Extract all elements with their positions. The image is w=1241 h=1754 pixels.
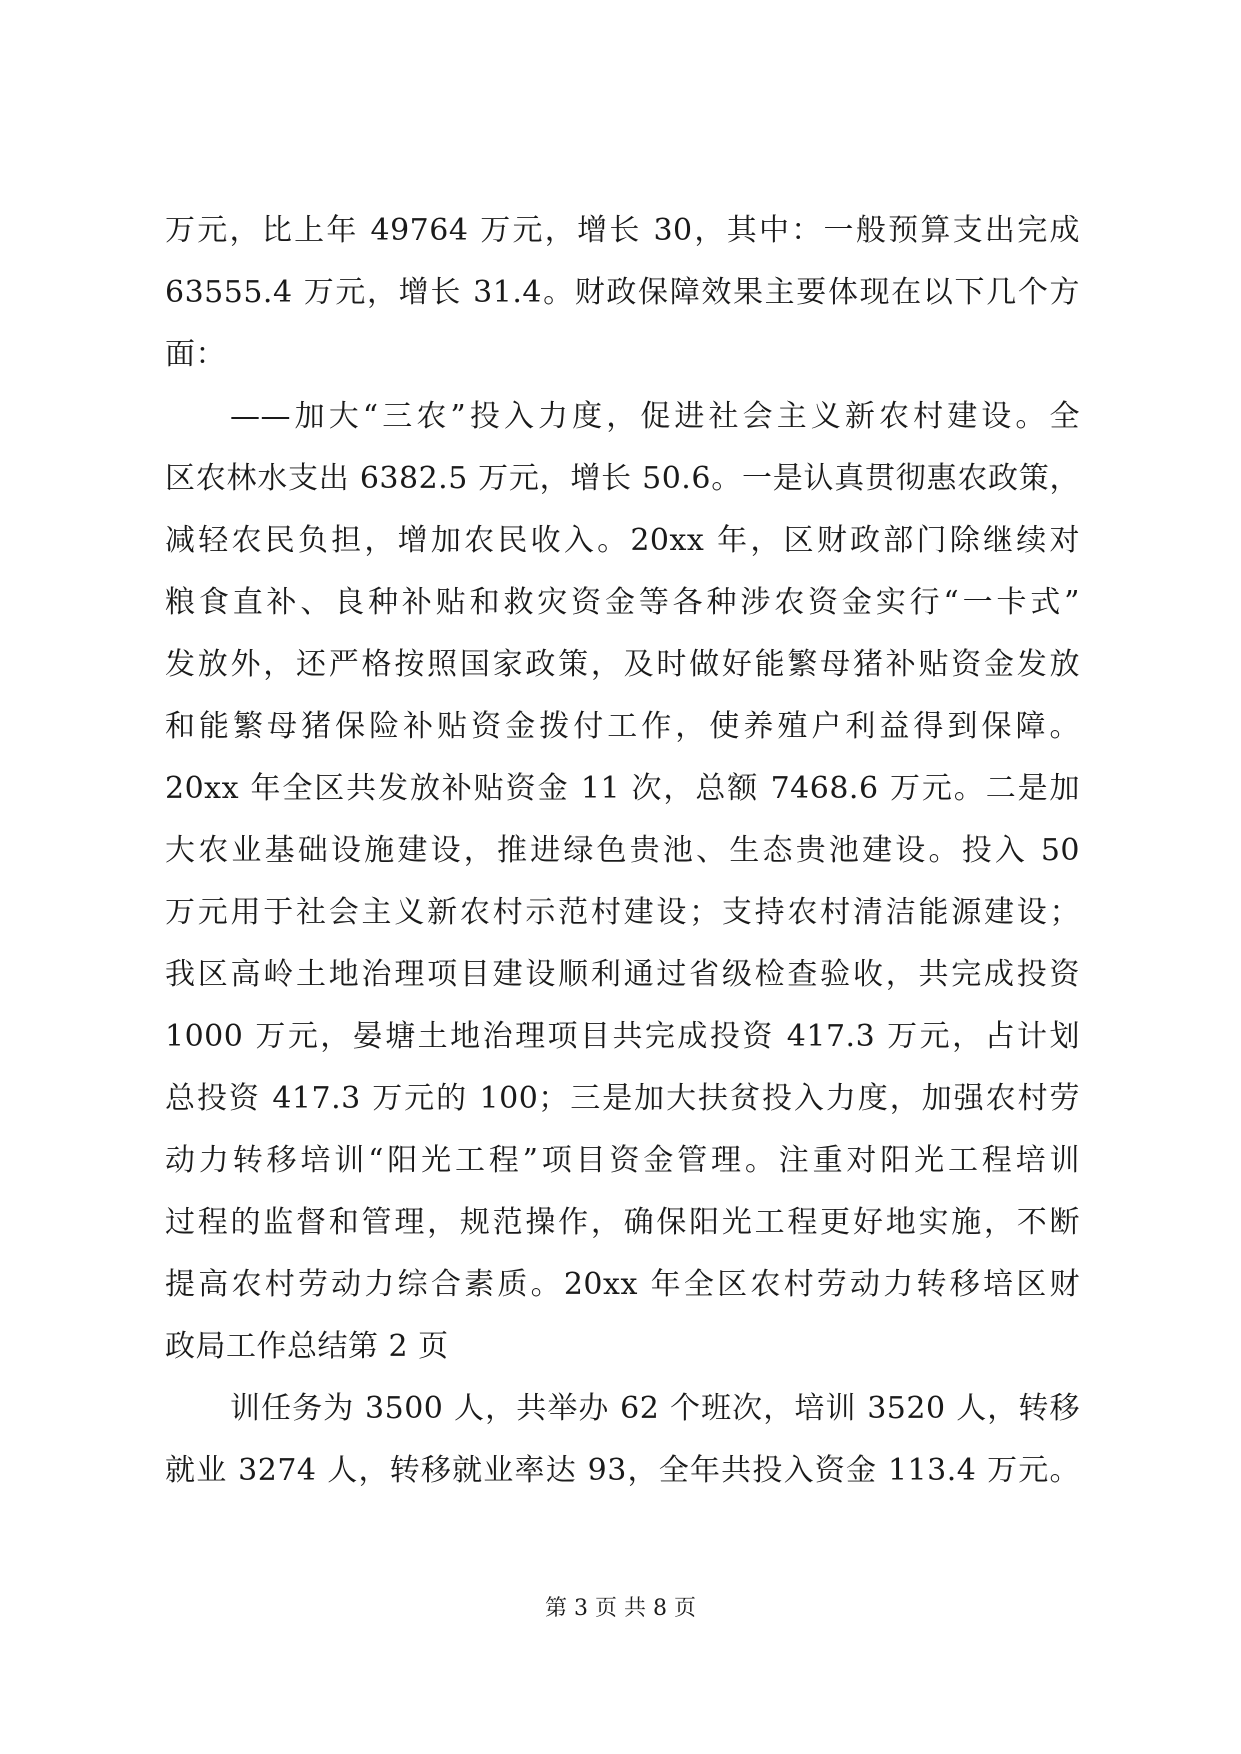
text-line: 万元，比上年 49764 万元，增长 30，其中：一般预算支出完成 — [165, 213, 1080, 248]
text-line: ——加大“三农”投入力度，促进社会主义新农村建设。全 — [230, 399, 1080, 434]
text-line: 万元用于社会主义新农村示范村建设；支持农村清洁能源建设； — [165, 895, 1080, 930]
text-line: 区农林水支出 6382.5 万元，增长 50.6。一是认真贯彻惠农政策， — [165, 461, 1080, 496]
text-line: 和能繁母猪保险补贴资金拨付工作，使养殖户利益得到保障。 — [165, 709, 1080, 744]
text-line: 63555.4 万元，增长 31.4。财政保障效果主要体现在以下几个方 — [165, 275, 1080, 310]
body-text — [165, 200, 1080, 1502]
text-line: 减轻农民负担，增加农民收入。20xx 年，区财政部门除继续对 — [165, 523, 1080, 558]
text-line: 政局工作总结第 2 页 — [165, 1329, 449, 1364]
text-line: 提高农村劳动力综合素质。20xx 年全区农村劳动力转移培区财 — [165, 1267, 1080, 1302]
text-line: 粮食直补、良种补贴和救灾资金等各种涉农资金实行“一卡式” — [165, 585, 1080, 620]
text-line: 1000 万元，晏塘土地治理项目共完成投资 417.3 万元，占计划 — [165, 1019, 1080, 1054]
text-line: 20xx 年全区共发放补贴资金 11 次，总额 7468.6 万元。二是加 — [165, 771, 1080, 806]
page-number-footer: 第 3 页 共 8 页 — [545, 1596, 696, 1621]
text-line: 面： — [165, 337, 226, 372]
text-line: 我区高岭土地治理项目建设顺利通过省级检查验收，共完成投资 — [165, 957, 1080, 992]
text-line: 动力转移培训“阳光工程”项目资金管理。注重对阳光工程培训 — [165, 1143, 1080, 1178]
text-line: 过程的监督和管理，规范操作，确保阳光工程更好地实施，不断 — [165, 1205, 1080, 1240]
text-line: 就业 3274 人，转移就业率达 93，全年共投入资金 113.4 万元。 — [165, 1453, 1080, 1488]
text-line: 总投资 417.3 万元的 100；三是加大扶贫投入力度，加强农村劳 — [165, 1081, 1080, 1116]
text-line: 训任务为 3500 人，共举办 62 个班次，培训 3520 人，转移 — [230, 1391, 1080, 1426]
text-line: 发放外，还严格按照国家政策，及时做好能繁母猪补贴资金发放 — [165, 647, 1080, 682]
text-line: 大农业基础设施建设，推进绿色贵池、生态贵池建设。投入 50 — [165, 833, 1080, 868]
